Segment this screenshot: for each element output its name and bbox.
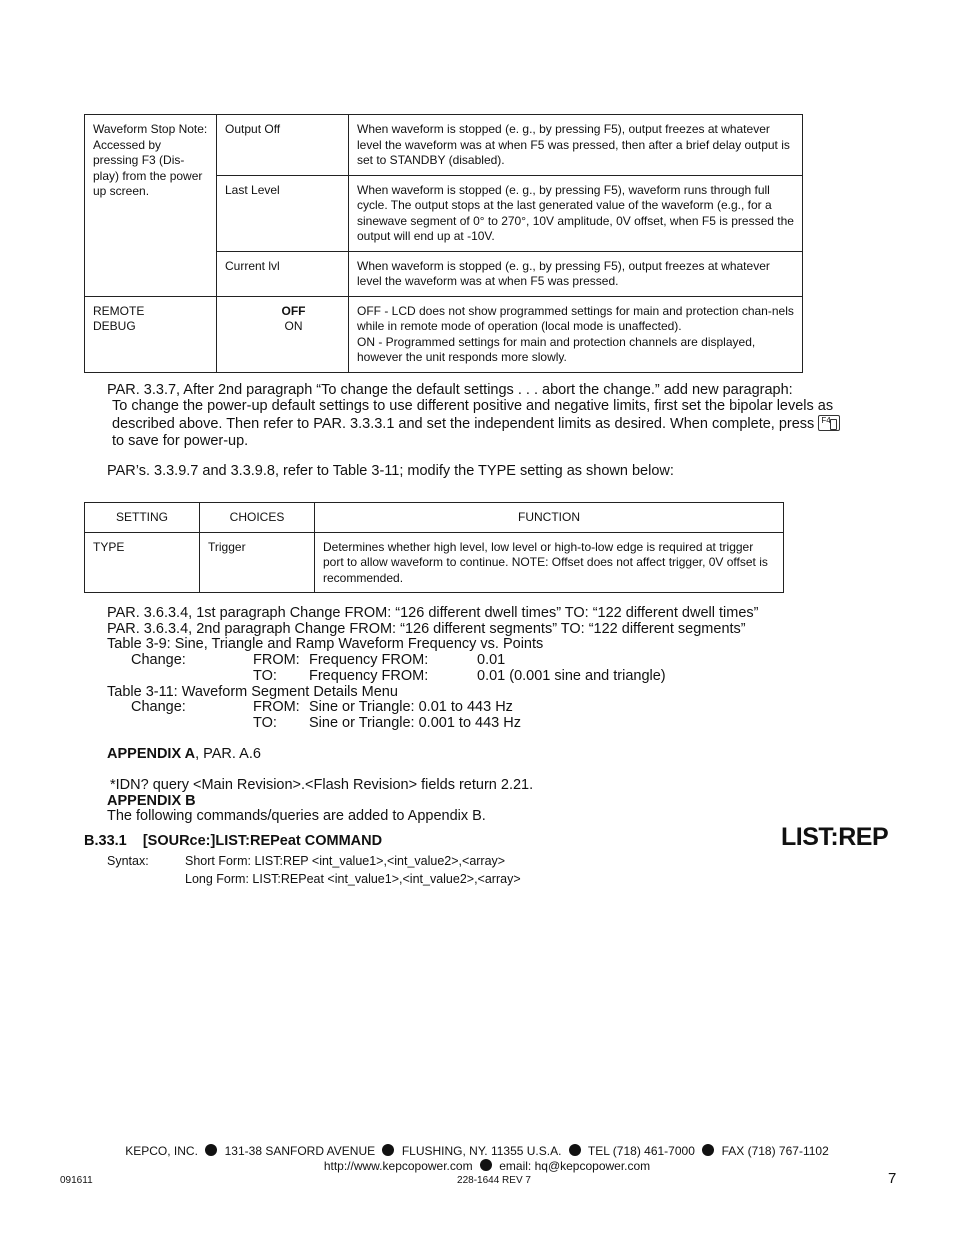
header-setting: SETTING [85, 503, 200, 533]
appendix-b-title: APPENDIX B [107, 793, 196, 809]
function-off: OFF - LCD does not show programmed settings for main and protection chan-nels while in remote mode of operation (local mode is unaffected). [357, 303, 794, 333]
bullet-icon [569, 1144, 581, 1156]
footer-url[interactable]: http://www.kepcopower.com [323, 1159, 473, 1173]
function-on: ON - Programmed settings for main and protection channels are displayed, however the unit responds more slowly. [357, 334, 756, 364]
appendix-a-line [107, 746, 261, 763]
f4-key-icon: F4 [818, 415, 840, 431]
function-cell: When waveform is stopped (e. g., by pressing F5), waveform runs through full cycle. The output stops at the last generated value of the waveform (e.g., for a sinewave segment of 0° to 270°, 10V amplitude, 0V offset, when F5 is pressed the output will end up at -10V. [349, 175, 803, 251]
change-label: Change: [131, 652, 186, 668]
doc-number: 228-1644 REV 7 [457, 1175, 531, 1186]
appendix-a-par: , PAR. A.6 [195, 746, 261, 762]
setting-text: Waveform Stop Note: Accessed by pressing F3 (Dis-play) from the power up screen. [93, 122, 208, 198]
setting-cell [85, 296, 217, 372]
header-choices: CHOICES [200, 503, 315, 533]
footer-address-line [0, 1144, 954, 1159]
footer-fax: FAX (718) 767-1102 [721, 1144, 829, 1158]
t39-to-desc: Frequency FROM: [309, 668, 429, 684]
table-row [85, 296, 803, 372]
table-row [85, 115, 803, 176]
appendix-a-title: APPENDIX A [107, 746, 196, 762]
choice-cell: Trigger [200, 532, 315, 593]
long-form: Long Form: LIST:REPeat <int_value1>,<int_value2>,<array> [185, 872, 521, 886]
bullet-icon [382, 1144, 394, 1156]
bullet-icon [702, 1144, 714, 1156]
to-label: TO: [253, 668, 277, 684]
par-337-line2 [112, 416, 840, 433]
default-choice: OFF [281, 303, 306, 318]
bullet-icon [480, 1159, 492, 1171]
setting-line: DEBUG [93, 319, 136, 333]
choice-cell: Output Off [217, 115, 349, 176]
appendix-b-text: The following commands/queries are added to Appendix B. [107, 808, 486, 824]
page-number: 7 [888, 1170, 897, 1187]
change-label: Change: [131, 699, 186, 715]
syntax-label: Syntax: [107, 854, 149, 868]
section-heading: B.33.1 [SOURce:]LIST:REPeat COMMAND [84, 833, 383, 849]
date-code: 091611 [60, 1175, 93, 1186]
t39-to-val: 0.01 (0.001 sine and triangle) [477, 668, 666, 684]
table-row [85, 532, 784, 593]
par-339-text: PAR’s. 3.3.9.7 and 3.3.9.8, refer to Table 3-11; modify the TYPE setting as shown below: [107, 463, 674, 479]
footer-email[interactable]: email: hq@kepcopower.com [499, 1159, 651, 1173]
t311-from: Sine or Triangle: 0.01 to 443 Hz [309, 699, 513, 715]
function-cell: When waveform is stopped (e. g., by pressing F5), output freezes at whatever level the waveform was at when F5 was pressed, then after a brief delay output is set to STANDBY (disabled). [349, 115, 803, 176]
t311-to: Sine or Triangle: 0.001 to 443 Hz [309, 715, 521, 731]
command-big-label: LIST:REP [781, 823, 889, 851]
function-cell [349, 296, 803, 372]
header-function: FUNCTION [315, 503, 784, 533]
table-311-title: Table 3-11: Waveform Segment Details Menu [107, 684, 398, 700]
short-form: Short Form: LIST:REP <int_value1>,<int_value2>,<array> [185, 854, 506, 868]
change-line-1: PAR. 3.6.3.4, 1st paragraph Change FROM: “126 different dwell times” TO: “122 different dwell times” [107, 605, 759, 621]
setting-cell [85, 115, 217, 297]
to-label: TO: [253, 715, 277, 731]
change-line-2: PAR. 3.6.3.4, 2nd paragraph Change FROM: “126 different segments” TO: “122 different segments” [107, 621, 746, 637]
footer-company: KEPCO, INC. [125, 1144, 198, 1158]
choice-cell: Last Level [217, 175, 349, 251]
par-337-line1: To change the power-up default settings to use different positive and negative limits, first set the bipolar levels as [112, 398, 834, 414]
from-label: FROM: [253, 699, 300, 715]
par-337-line3: to save for power-up. [112, 433, 249, 449]
table-header-row [85, 503, 784, 533]
alt-choice: ON [284, 319, 303, 333]
t39-from-val: 0.01 [477, 652, 506, 668]
par-337-intro: PAR. 3.3.7, After 2nd paragraph “To change the default settings . . . abort the change.” add new paragraph: [107, 382, 793, 398]
par-337-line2-text: described above. Then refer to PAR. 3.3.3.1 and set the independent limits as desired. When complete, press [112, 416, 815, 432]
table-39-title: Table 3-9: Sine, Triangle and Ramp Waveform Frequency vs. Points [107, 636, 544, 652]
waveform-settings-table [84, 114, 803, 373]
bullet-icon [205, 1144, 217, 1156]
function-cell: Determines whether high level, low level or high-to-low edge is required at trigger port to allow waveform to continue. NOTE: Offset does not affect trigger, 0V offset is recommended. [315, 532, 784, 593]
choice-cell [217, 296, 349, 372]
footer-city: FLUSHING, NY. 11355 U.S.A. [401, 1144, 562, 1158]
t39-from-desc: Frequency FROM: [309, 652, 429, 668]
footer-contact-line [0, 1159, 954, 1174]
footer-address: 131-38 SANFORD AVENUE [224, 1144, 376, 1158]
function-cell: When waveform is stopped (e. g., by pressing F5), output freezes at whatever level the waveform was at when F5 was pressed. [349, 251, 803, 296]
setting-line: REMOTE [93, 303, 145, 318]
idn-text: *IDN? query <Main Revision>.<Flash Revision> fields return 2.21. [110, 777, 534, 793]
choice-cell: Current lvl [217, 251, 349, 296]
from-label: FROM: [253, 652, 300, 668]
footer-tel: TEL (718) 461-7000 [587, 1144, 695, 1158]
setting-cell: TYPE [85, 532, 200, 593]
type-setting-table [84, 502, 784, 593]
